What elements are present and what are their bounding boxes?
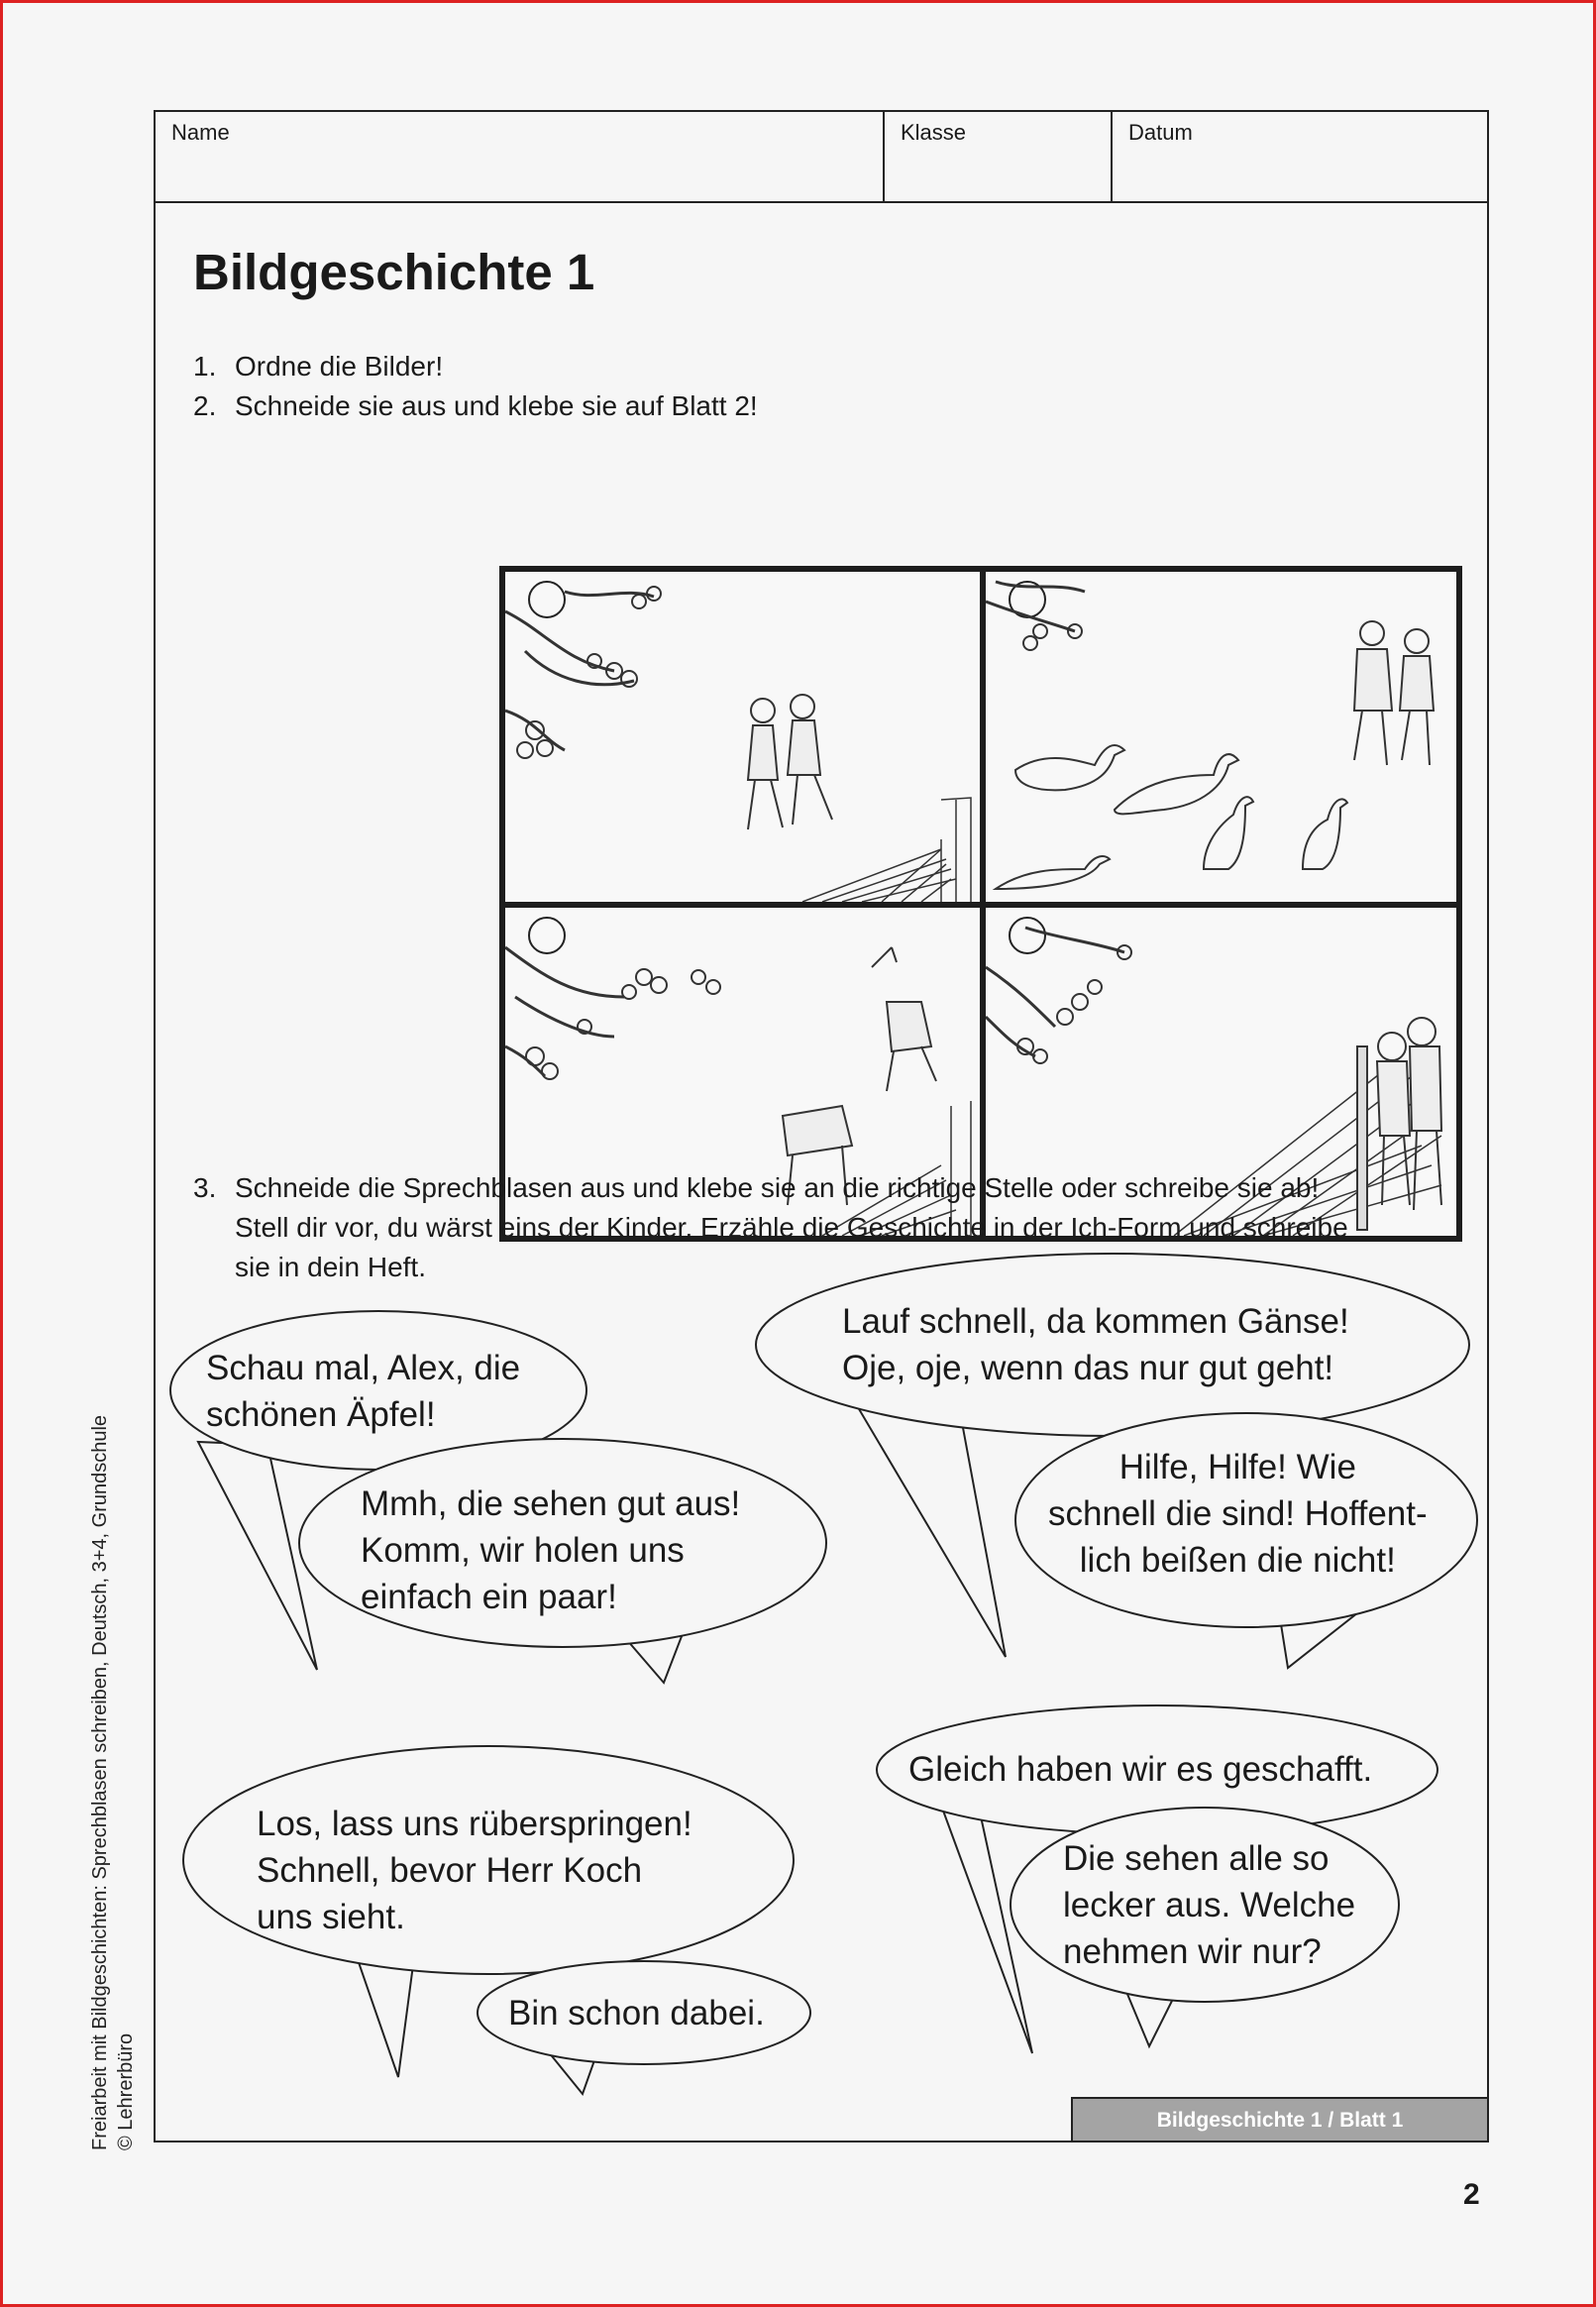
speech-bubble-tail: [198, 1442, 317, 1670]
bubble-line: Die sehen alle so: [1063, 1839, 1330, 1878]
task-number: 2.: [193, 390, 217, 421]
task-text: Ordne die Bilder!: [235, 351, 444, 382]
speech-bubble-text: [1063, 1835, 1355, 1975]
publisher-note-line: Freiarbeit mit Bildgeschichten: Sprechblasen schreiben, Deutsch, 3+4, Grundschule: [89, 1414, 111, 2150]
task-number: 3.: [193, 1172, 217, 1203]
name-label: Name: [171, 120, 230, 145]
bubble-line: lecker aus. Welche: [1063, 1886, 1356, 1924]
bubble-line: schönen Äpfel!: [206, 1395, 436, 1434]
sheet-footer-tag: Bildgeschichte 1 / Blatt 1: [1071, 2097, 1487, 2141]
publisher-note: [87, 1415, 139, 2150]
task-text: Schneide sie aus und klebe sie auf Blatt 2!: [235, 390, 758, 421]
task-line: Stell dir vor, du wärst eins der Kinder. Erzähle die Geschichte in der Ich-Form und schreibe: [235, 1212, 1348, 1243]
bubble-line: Oje, oje, wenn das nur gut geht!: [842, 1349, 1334, 1387]
class-label: Klasse: [901, 120, 967, 145]
bubble-line: Los, lass uns rüberspringen!: [257, 1805, 692, 1843]
speech-bubble-text: [206, 1345, 520, 1438]
speech-bubble-text: [1048, 1444, 1428, 1584]
copyright-line: © Lehrerbüro: [115, 2032, 137, 2150]
bubble-line: Schnell, bevor Herr Koch: [257, 1851, 643, 1890]
bubble-line: Komm, wir holen uns: [361, 1531, 685, 1570]
task-line: Schneide die Sprechblasen aus und klebe sie an die richtige Stelle oder schreibe sie ab!: [235, 1172, 1320, 1203]
page-number: 2: [1463, 2178, 1480, 2211]
task-line: sie in dein Heft.: [235, 1252, 426, 1282]
bubble-line: lich beißen die nicht!: [1079, 1541, 1396, 1580]
speech-bubble-text: [257, 1801, 692, 1940]
speech-bubble-text: [361, 1481, 740, 1620]
bubble-line: Gleich haben wir es geschafft.: [908, 1750, 1373, 1789]
bubble-line: einfach ein paar!: [361, 1578, 617, 1616]
bubble-line: Mmh, die sehen gut aus!: [361, 1484, 741, 1523]
bubble-line: Bin schon dabei.: [508, 1994, 765, 2032]
bubble-line: schnell die sind! Hoffent-: [1048, 1494, 1428, 1533]
task-number: 1.: [193, 351, 217, 382]
bubble-line: Hilfe, Hilfe! Wie: [1118, 1448, 1356, 1486]
bubble-line: nehmen wir nur?: [1063, 1932, 1322, 1971]
speech-bubble-tail: [852, 1397, 1006, 1657]
date-label: Datum: [1128, 120, 1193, 145]
bubble-line: Schau mal, Alex, die: [206, 1349, 521, 1387]
worksheet-title: Bildgeschichte 1: [193, 244, 595, 300]
bubble-line: Lauf schnell, da kommen Gänse!: [842, 1302, 1349, 1341]
speech-bubble-text: [508, 1990, 765, 2036]
speech-bubble-text: [908, 1746, 1372, 1793]
bubble-line: uns sieht.: [257, 1898, 405, 1936]
speech-bubble-text: [842, 1298, 1349, 1391]
